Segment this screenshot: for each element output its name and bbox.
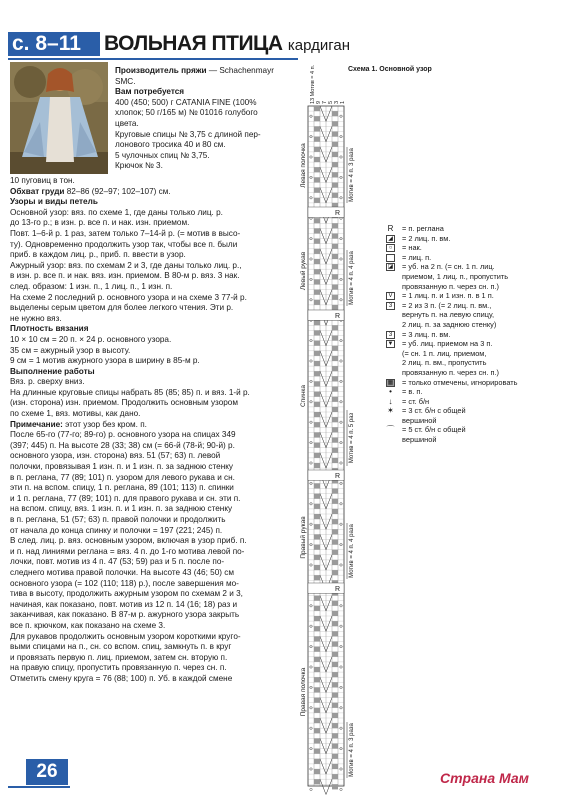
legend-symbol-icon: ▦ — [387, 379, 394, 386]
chart-cell — [314, 443, 320, 448]
text-line: Обхват груди 82–86 (92–97; 102–107) см. — [10, 186, 171, 196]
header-rule — [8, 58, 298, 60]
page-title — [104, 32, 350, 58]
legend-item — [386, 320, 566, 330]
legend-text: = только отмечены, игнорировать — [402, 377, 518, 387]
legend-text: = нак. — [402, 243, 422, 253]
chart-cell — [332, 550, 338, 555]
text-line: На схеме 2 последний р. основного узора и на схеме 3 77-й р. — [10, 292, 247, 302]
motif-label: Мотив = 4 п. 3 раза — [349, 148, 355, 202]
legend-symbol-icon: V — [386, 292, 395, 300]
text-line: 9 см = 1 мотив ажурного узора в ширину в 85-м р. — [10, 356, 200, 366]
raglan-marker: R — [335, 586, 341, 593]
motif-label: Мотив = 4 п. 3 раза — [349, 723, 355, 777]
chart-cell — [332, 540, 338, 545]
chart-cell — [332, 489, 338, 494]
chart-cell — [332, 376, 338, 381]
legend-text: = уб. на 2 п. (= сн. 1 п. лиц. — [402, 262, 495, 272]
chart-cell — [332, 244, 338, 249]
legend-item — [386, 416, 566, 426]
legend-item — [386, 406, 566, 416]
legend-item — [386, 310, 566, 320]
legend-item — [386, 262, 566, 272]
text-line: в п. реглана, 77 (89; 101) п. узором для левого рукава и сн. — [10, 472, 235, 482]
legend-text: = ст. б/н — [402, 396, 430, 406]
chart-cell — [314, 361, 320, 366]
chart-cell — [332, 366, 338, 371]
text-line: и 1 п. реглана, 77 (89; 101) п. для правого рукава и сн. эти п. — [10, 493, 241, 503]
legend-text: = п. реглана — [402, 224, 444, 233]
legend-symbol-icon: ⌒ — [386, 425, 395, 435]
chart-cell — [332, 631, 338, 636]
chart-row-label: 7 — [322, 100, 328, 104]
text-line: В след. лиц. р. вяз. основным узором, включая в узор приб. п. — [10, 536, 247, 546]
photo-illustration — [10, 62, 108, 174]
text-line: 10 × 10 см = 20 п. × 24 р. основного узора. — [10, 334, 172, 344]
chart-row-label: 1 — [340, 100, 346, 104]
text-line: Повт. 1–6-й р. 1 раз, затем только 7–14-й р. (= мотив в высо- — [10, 228, 241, 238]
chart-cell — [314, 137, 320, 142]
chart-yarnover-mark — [310, 788, 312, 790]
text-line: по схеме 1, вяз. мотивы, как дано. — [10, 409, 141, 419]
chart-cell — [314, 677, 320, 682]
text-line: заканчивая, как показано. В 87-м р. ажурного узора закрыть — [10, 610, 240, 620]
chart-cell — [314, 708, 320, 713]
chart-cell — [314, 504, 320, 509]
text-line: выделены серым цветом для более легкого чтения. Эти р. — [10, 303, 234, 313]
text-line: тива в высоту, продолжить ажурным узором по схемам 2 и 3, — [10, 589, 243, 599]
chart-cell — [314, 177, 320, 182]
chart-cell — [314, 218, 320, 223]
chart-cell — [332, 499, 338, 504]
chart-cell — [332, 121, 338, 126]
chart-cell — [314, 524, 320, 529]
text-line: цвета. — [115, 118, 139, 128]
text-line: Ажурный узор: вяз. по схемам 2 и 3, где даны только лиц. р., — [10, 260, 242, 270]
chart-cell — [314, 738, 320, 743]
chart-cell — [314, 647, 320, 652]
chart-cell — [314, 616, 320, 621]
text-line: приб. в каждом лиц. р., приб. п. ввести в узор. — [10, 250, 186, 260]
text-line: Крючок № 3. — [115, 161, 163, 171]
chart-cell — [332, 682, 338, 687]
chart-section-label: Правая полочка — [300, 667, 307, 717]
chart-cell — [332, 417, 338, 422]
text-line: на правую спицу, пропустить провязанную п. через сн. п. — [10, 663, 227, 673]
text-line: После 65-го (77-го; 89-го) р. основного узора на спицах 349 — [10, 430, 236, 440]
legend-symbol-icon: ✶ — [387, 406, 394, 416]
text-line: Для рукавов продолжить основным узором короткими кругo- — [10, 631, 241, 641]
chart-cell — [314, 290, 320, 295]
legend-symbol-icon: ↓ — [386, 398, 395, 406]
chart-cell — [332, 223, 338, 228]
instructions-body — [10, 176, 300, 685]
text-line: и п. над линиями реглана = вяз. 4 п. до 1-го мотива левой по- — [10, 546, 245, 556]
title-subtitle: кардиган — [287, 37, 351, 54]
raglan-marker: R — [335, 473, 341, 480]
legend-item — [386, 368, 566, 378]
chart-cell — [332, 234, 338, 239]
chart-cell — [314, 636, 320, 641]
chart-cell — [332, 162, 338, 167]
chart-cell — [314, 514, 320, 519]
legend-item — [386, 339, 566, 349]
chart-cell — [314, 228, 320, 233]
chart-cell — [314, 157, 320, 162]
chart-cell — [332, 152, 338, 157]
legend-symbol-icon: R — [387, 224, 394, 233]
chart-cell — [314, 188, 320, 193]
legend-text: вершиной — [402, 415, 437, 425]
legend-text: = лиц. п. — [402, 252, 432, 262]
legend-item — [386, 234, 566, 244]
legend-item — [386, 349, 566, 359]
text-line: лонового тросика 40 и 80 см. — [115, 140, 226, 150]
chart-cell — [314, 483, 320, 488]
text-line: следнего мотива правой полочки. На высоте 43 (46; 50) см — [10, 567, 234, 577]
text-line: основного узора, изн. сторона) вяз. 51 (57; 63) п. левой — [10, 451, 221, 461]
text-line: Основной узор: вяз. по схеме 1, где даны только лиц. р. — [10, 207, 223, 217]
chart-section-label: Спинка — [300, 384, 307, 408]
chart-cell — [314, 555, 320, 560]
chart-cell — [332, 662, 338, 667]
chart-cell — [332, 652, 338, 657]
legend-text: вершиной — [402, 435, 437, 445]
chart-cell — [314, 300, 320, 305]
chart-cell — [332, 111, 338, 116]
legend-text: (= сн. 1 п. лиц. приемом, — [402, 348, 487, 358]
legend-text: = 2 из 3 п. (= 2 лиц. п. вм., — [402, 300, 492, 310]
page-number: 26 — [26, 759, 68, 785]
legend-item — [386, 378, 566, 388]
motif-label: Мотив = 4 п. 5 раз — [349, 412, 355, 464]
chart-cell — [314, 320, 320, 325]
legend-text: = в. п. — [402, 387, 423, 397]
legend-symbol-icon: ◪ — [387, 264, 394, 271]
text-line: в п. реглана, 51 (57; 63) п. правой полочки и продолжить — [10, 515, 226, 524]
text-line: и провязать первую п. лиц. приемом, затем сн. вторую п. — [10, 652, 228, 662]
text-line: Отметить смену круга = 76 (88; 100) п. Уб. в каждой смене — [10, 673, 233, 683]
chart-cell — [314, 575, 320, 580]
chart-cell — [314, 687, 320, 692]
legend-text: приемом, 1 лиц. п., пропустить — [402, 271, 509, 281]
legend-text: провязанную п. через сн. п.) — [402, 281, 499, 291]
text-line: 400 (450; 500) г CATANIA FINE (100% — [115, 97, 257, 107]
legend-item — [386, 330, 566, 340]
chart-cell — [314, 534, 320, 539]
model-photo — [10, 62, 108, 174]
legend-text: = 3 ст. б/н с общей — [402, 406, 466, 416]
chart-section-label: Правый рукав — [300, 516, 307, 559]
chart-cell — [314, 402, 320, 407]
chart-legend — [386, 224, 566, 445]
chart-title: Схема 1. Основной узор — [348, 66, 432, 73]
chart-cell — [314, 545, 320, 550]
text-line: до 13-го р.; в изн. р. все п. и нак. изн. приемом. — [10, 218, 190, 228]
legend-item — [386, 435, 566, 445]
chart-cell — [332, 264, 338, 269]
text-line: в изн. р. все п. и нак. вяз. изн. приемом. В 80-м р. вяз. 3 нак. — [10, 271, 240, 281]
text-line: SMC. — [115, 76, 136, 86]
legend-item — [386, 358, 566, 368]
legend-symbol-icon: ◢ — [386, 235, 395, 243]
chart-cell — [314, 453, 320, 458]
legend-item — [386, 243, 566, 253]
text-line: 10 пуговиц в тон. — [10, 176, 75, 185]
chart-cell — [332, 397, 338, 402]
chart-cell — [332, 285, 338, 290]
chart-row-label: 3 — [334, 100, 340, 104]
legend-symbol-icon — [386, 254, 395, 262]
legend-item — [386, 291, 566, 301]
chart-cell — [314, 657, 320, 662]
text-line: не нужно вяз. — [10, 313, 62, 323]
chart-cell — [332, 183, 338, 188]
chart-cell — [314, 106, 320, 111]
page-number-rule — [8, 786, 70, 788]
text-line: (изн. сторона) изн. приемом. Продолжить основным узором — [10, 398, 238, 408]
chart-cell — [314, 749, 320, 754]
legend-text: = 3 лиц. п. вм. — [402, 329, 451, 339]
text-line: (397; 445) п. На высоте 28 (33; 38) см (= 66-й (78-й; 90-й) р. — [10, 440, 235, 450]
chart-cell — [332, 703, 338, 708]
chart-cell — [332, 254, 338, 259]
text-line: выми спицами на п., сн. со вспом. спиц, замкнуть п. в круг — [10, 642, 232, 652]
chart-cell — [332, 693, 338, 698]
chart-cell — [332, 784, 338, 789]
chart-cell — [314, 269, 320, 274]
chart-cell — [332, 764, 338, 769]
section-heading: Узоры и виды петель — [10, 197, 98, 207]
chart-cell — [332, 346, 338, 351]
chart-cell — [314, 381, 320, 386]
legend-symbol-icon: 3 — [386, 331, 395, 339]
chart-cell — [332, 172, 338, 177]
chart-cell — [332, 274, 338, 279]
legend-item — [386, 282, 566, 292]
legend-text: вернуть п. на левую спицу, — [402, 310, 495, 320]
text-line: все п. крючком, как показано на схеме 3. — [10, 620, 166, 630]
chart-cell — [314, 596, 320, 601]
legend-item — [386, 224, 566, 234]
chart-cell — [314, 769, 320, 774]
text-line: основного узора (= 102 (110; 118) р.), после завершения мо- — [10, 578, 239, 588]
text-line: На длинные круговые спицы набрать 85 (85; 85) п. и вяз. 1-й р. — [10, 387, 250, 397]
chart-cell — [332, 295, 338, 300]
raglan-marker: R — [335, 313, 341, 320]
legend-symbol-icon: • — [386, 388, 395, 396]
chart-cell — [314, 667, 320, 672]
text-line: полочки, провязывая 1 изн. п. и 1 изн. п. за заднюю стенку — [10, 462, 234, 472]
chart-cell — [314, 351, 320, 356]
chart-cell — [332, 325, 338, 330]
legend-item — [386, 272, 566, 282]
chart-cell — [314, 116, 320, 121]
text-line: ту). Одновременно продолжить узор так, чтобы все п. были — [10, 239, 238, 249]
legend-item — [386, 425, 566, 435]
text-line: хлопок; 50 г/165 м) № 01016 голубого — [115, 108, 258, 118]
chart-cell — [332, 448, 338, 453]
legend-item — [386, 387, 566, 397]
chart-cell — [314, 330, 320, 335]
knitting-chart — [302, 62, 384, 787]
motif-label: Мотив = 4 п. 4 раза — [349, 524, 355, 578]
legend-text: = 5 ст. б/н с общей — [402, 425, 466, 435]
chart-cell — [332, 132, 338, 137]
page-range-badge: с. 8–11 — [8, 32, 100, 56]
chart-section-label: Левый рукав — [300, 251, 307, 291]
chart-cell — [332, 142, 338, 147]
legend-text: = 2 лиц. п. вм. — [402, 233, 451, 243]
legend-item — [386, 397, 566, 407]
section-heading: Выполнение работы — [10, 366, 95, 376]
chart-cell — [314, 565, 320, 570]
chart-cell — [332, 713, 338, 718]
legend-symbol-icon: ▼ — [387, 341, 394, 348]
watermark: Страна Мам — [440, 770, 530, 786]
chart-cell — [332, 193, 338, 198]
chart-section-label: Левая полочка — [300, 143, 307, 188]
chart-cell — [314, 412, 320, 417]
text-line: след. образом: 1 изн. п., 1 лиц. п., 1 изн. п. — [10, 281, 173, 291]
chart-cell — [332, 754, 338, 759]
text-line: начиная, как показано, повт. мотив из 12 п. 14 (16; 18) раз и — [10, 599, 238, 609]
legend-item — [386, 301, 566, 311]
chart-cell — [314, 249, 320, 254]
legend-text: провязанную п. через сн. п.) — [402, 367, 499, 377]
chart-cell — [314, 126, 320, 131]
motif-label: Мотив = 4 п. 4 раза — [349, 251, 355, 305]
chart-cell — [332, 305, 338, 310]
chart-cell — [314, 279, 320, 284]
chart-cell — [314, 759, 320, 764]
chart-cell — [332, 519, 338, 524]
chart-cell — [314, 167, 320, 172]
text-line: Круговые спицы № 3,75 с длиной пер- — [115, 129, 261, 139]
text-line: эти п. на вспом. спицу, 1 п. реглана, 89 (101; 113) п. спинки — [10, 483, 234, 493]
chart-cell — [314, 422, 320, 427]
text-line: Вяз. р. сверху вниз. — [10, 377, 85, 387]
chart-row-label: 9 — [316, 100, 322, 104]
legend-text: 2 лиц. п. вм., пропустить — [402, 358, 487, 368]
chart-cell — [314, 341, 320, 346]
chart-cell — [314, 198, 320, 203]
section-heading: Вам потребуется — [115, 87, 185, 97]
chart-cell — [314, 371, 320, 376]
chart-cell — [332, 733, 338, 738]
chart-cell — [314, 239, 320, 244]
chart-cell — [332, 427, 338, 432]
chart-cell — [332, 387, 338, 392]
chart-cell — [314, 718, 320, 723]
chart-cell — [314, 698, 320, 703]
legend-text: = 1 лиц. п. и 1 изн. п. в 1 п. — [402, 291, 494, 301]
chart-cell — [314, 147, 320, 152]
chart-cell — [314, 463, 320, 468]
text-line: на вспом. спицу, вяз. 1 изн. п. и 1 изн. п. за заднюю стенку — [10, 504, 233, 514]
chart-cell — [332, 611, 338, 616]
text-line: Примечание: этот узор без кром. п. — [10, 419, 147, 429]
chart-cell — [314, 494, 320, 499]
legend-symbol-icon: ○ — [386, 244, 395, 252]
title-text: ВОЛЬНАЯ ПТИЦА — [104, 32, 283, 55]
chart-yarnover-mark — [340, 788, 342, 790]
chart-cell — [332, 560, 338, 565]
chart-cell — [314, 728, 320, 733]
chart-cell — [332, 570, 338, 575]
chart-cell — [332, 672, 338, 677]
text-line: лочки, повт. мотив из 4 п. 47 (53; 59) раз и 5 п. после по- — [10, 557, 225, 567]
text-line: 35 см = ажурный узор в высоту. — [10, 345, 131, 355]
legend-symbol-icon: 3 — [386, 302, 395, 310]
section-heading: Плотность вязания — [10, 324, 89, 334]
chart-cell — [314, 392, 320, 397]
chart-cell — [332, 509, 338, 514]
chart-cell — [332, 407, 338, 412]
chart-cell — [332, 621, 338, 626]
chart-cell — [314, 432, 320, 437]
raglan-marker: R — [335, 210, 341, 217]
chart-cell — [332, 642, 338, 647]
chart-row-label: 13 Мотив = 4 п. — [310, 64, 316, 104]
chart-cell — [332, 458, 338, 463]
chart-cell — [314, 259, 320, 264]
materials-block — [115, 66, 300, 172]
chart-cell — [314, 626, 320, 631]
chart-cell — [332, 438, 338, 443]
chart-cell — [332, 774, 338, 779]
chart-cell — [332, 356, 338, 361]
legend-text: = уб. лиц. приемом на 3 п. — [402, 339, 493, 349]
chart-cell — [332, 723, 338, 728]
chart-cell — [314, 779, 320, 784]
text-line: от начала до конца спинку и полочки = 197 (221; 245) п. — [10, 525, 223, 535]
chart-cell — [314, 606, 320, 611]
chart-cell — [332, 529, 338, 534]
legend-text: 2 лиц. п. за заднюю стенку) — [402, 319, 497, 329]
chart-cell — [332, 744, 338, 749]
text-line: 5 чулочных спиц № 3,75. — [115, 150, 210, 160]
chart-row-label: 5 — [328, 100, 334, 104]
yarn-maker-line: Производитель пряжи — Schachenmayr — [115, 66, 274, 75]
chart-cell — [332, 336, 338, 341]
legend-item — [386, 253, 566, 263]
chart-cell — [332, 601, 338, 606]
